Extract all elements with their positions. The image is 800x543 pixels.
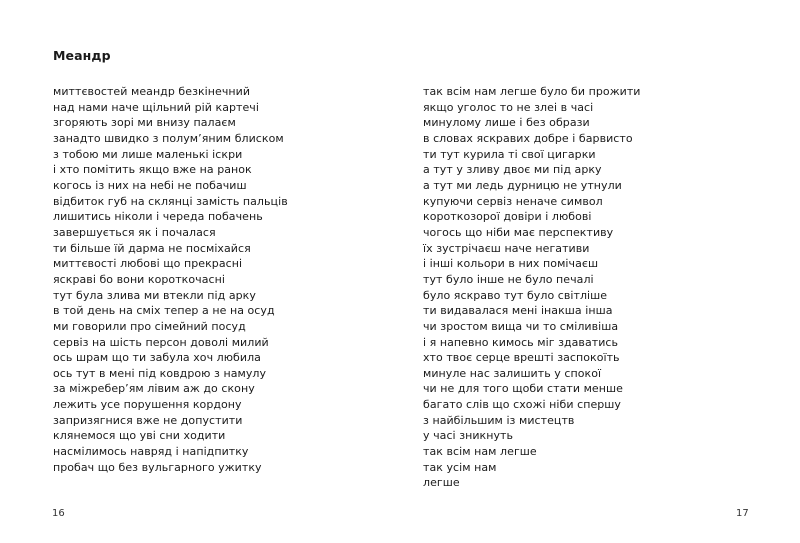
poem-line: ти більше їй дарма не посміхайся (53, 241, 251, 255)
poem-line: і інші кольори в них помічаєш (423, 257, 599, 271)
poem-line: яскраві бо вони короткочасні (53, 272, 225, 286)
poem-line: тут було інше не було печалі (423, 272, 594, 286)
poem-line: лишитись ніколи і череда побачень (53, 210, 263, 224)
poem-line: чи зростом вища чи то сміливіша (423, 319, 619, 333)
poem-line: чи не для того щоби стати менше (423, 382, 623, 396)
poem-line: когось із них на небі не побачиш (53, 178, 247, 192)
poem-line: ти тут курила ті свої цигарки (423, 147, 596, 161)
poem-line: тут була злива ми втекли під арку (53, 288, 256, 302)
poem-line: так усім нам (423, 460, 497, 474)
poem-line: так всім нам легше було би прожити (423, 85, 641, 98)
poem-line: миттєвостей меандр безкінечний (53, 85, 251, 98)
poem-line: за міжребер’ям лівим аж до скону (53, 382, 255, 396)
poem-line: в словах яскравих добре і барвисто (423, 131, 633, 145)
poem-line: ми говорили про сімейний посуд (53, 319, 246, 333)
poem-line: а тут у зливу двоє ми під арку (423, 163, 602, 177)
poem-line: миттєвості любові що прекрасні (53, 257, 243, 271)
poem-line: чогось що ніби має перспективу (423, 225, 614, 239)
poem-line: їх зустрічаєш наче негативи (423, 241, 590, 255)
poem-line: над нами наче щільний рій картечі (53, 100, 259, 114)
poem-line: насмілимось навряд і напідпитку (53, 445, 249, 459)
poem-line: пробач що без вульгарного ужитку (53, 460, 262, 474)
poem-line: купуючи сервіз неначе символ (423, 194, 603, 208)
poem-line: сервіз на шість персон доволі милий (53, 335, 269, 349)
poem-title: Меандр (53, 48, 111, 63)
poem-line: в той день на сміх тепер а не на осуд (53, 304, 275, 318)
poem-line: відбиток губ на склянці замість пальців (53, 194, 288, 208)
poem-line: клянемося що уві сни ходити (53, 429, 226, 443)
poem-line: занадто швидко з полум’яним блиском (53, 131, 284, 145)
poem-column-left (53, 84, 288, 475)
poem-line: ось шрам що ти забула хоч любила (53, 351, 261, 365)
poem-line: ти видавалася мені інакша інша (423, 304, 613, 318)
poem-line: так всім нам легше (423, 445, 537, 459)
poem-line: і я напевно кимось міг здаватись (423, 335, 619, 349)
poem-line: якщо уголос то не злеі в часі (423, 100, 594, 114)
poem-line: минулому лише і без образи (423, 116, 590, 130)
poem-line: з тобою ми лише маленькі іскри (53, 147, 243, 161)
poem-line: запризягнися вже не допустити (53, 413, 243, 427)
poem-line: а тут ми ледь дурницю не утнули (423, 178, 622, 192)
poem-line: було яскраво тут було світліше (423, 288, 608, 302)
poem-column-right (423, 84, 641, 491)
poem-line: короткозорої довіри і любові (423, 210, 592, 224)
poem-line: з найбільшим із мистецтв (423, 413, 575, 427)
page-number-right: 17 (736, 508, 749, 519)
poem-line: хто твоє серце врешті заспокоїть (423, 351, 620, 365)
poem-line: і хто помітить якщо вже на ранок (53, 163, 252, 177)
page-number-left: 16 (52, 508, 65, 519)
poem-line: багато слів що схожі ніби спершу (423, 398, 621, 412)
poem-line: лежить усе порушення кордону (53, 398, 242, 412)
poem-line: згоряють зорі ми внизу палаєм (53, 116, 236, 130)
poem-line: легше (423, 476, 460, 490)
poem-line: у часі зникнуть (423, 429, 514, 443)
poem-line: минуле нас залишить у спокої (423, 366, 602, 380)
poem-line: ось тут в мені під ковдрою з намулу (53, 366, 267, 380)
poem-line: завершується як і почалася (53, 225, 216, 239)
